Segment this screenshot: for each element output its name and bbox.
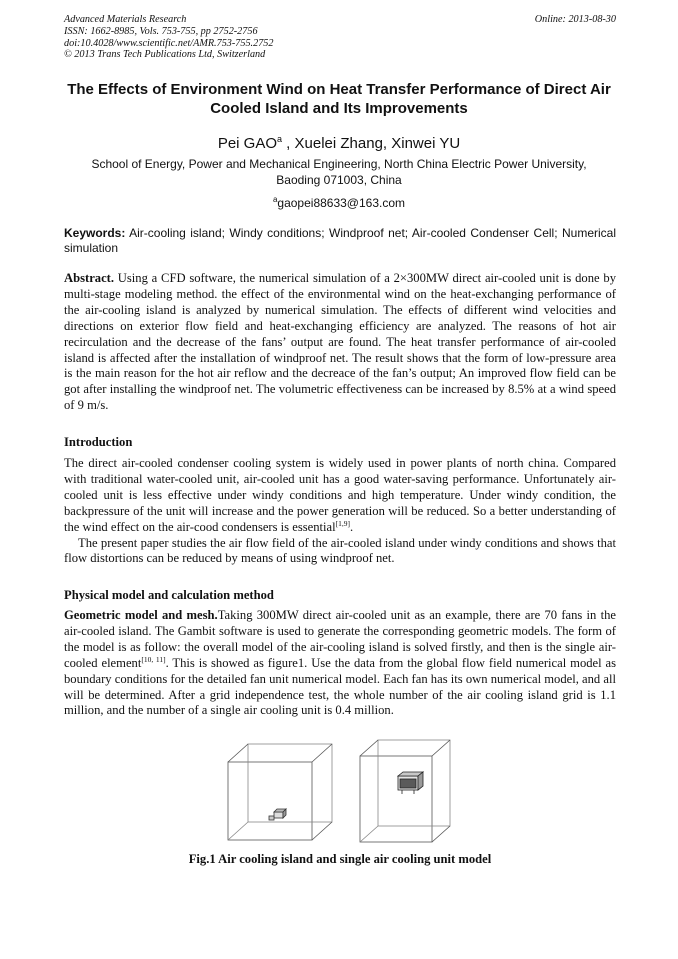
other-authors: , Xuelei Zhang, Xinwei YU xyxy=(282,135,461,152)
first-author: Pei GAO xyxy=(217,135,277,152)
journal-header xyxy=(64,14,616,61)
intro-p1-text: The direct air-cooled condenser cooling system is widely used in power plants of north china. Compared with traditional water-cooled unit, air-cooled unit has a good water-saving performance. Unfortunately air-cooled unit is less effective under windy conditions and high temperature. Under windy condition, the backpressure of the unit will increase and the power generation will be reduced. So a better understanding of the wind effect on the air-cood condensers is essential xyxy=(64,456,616,534)
figure-1-caption: Fig.1 Air cooling island and single air cooling unit model xyxy=(188,852,492,866)
paper-title: The Effects of Environment Wind on Heat Transfer Performance of Direct Air Cooled Island and Its Improvements xyxy=(67,81,611,117)
journal-name: Advanced Materials Research xyxy=(64,14,187,25)
cooling-unit-icon xyxy=(398,772,423,794)
affiliation: School of Energy, Power and Mechanical Engineering, North China Electric Power University, Baoding 071003, China xyxy=(91,157,587,187)
doi-line: doi:10.4028/www.scientific.net/AMR.753-755.2752 xyxy=(64,37,274,49)
abstract-text: Using a CFD software, the numerical simulation of a 2×300MW direct air-cooled unit is done by multi-stage modeling method. the effect of the environmental wind on the heat-exchanging performance of the air-cooling island is analyzed by numerical simulation. The effects of different wind velocities and directions on exterior flow field and heat-exchanging efficiency are analyzed. The reasons of hot air recirculation and the decrease of the fans’ output are found. The heat transfer performance of air-cooled island is affected after the installation of windproof net. The result shows that the form of low-pressure area is the main reason for the hot air reflow and the decreace of the fan’s output; An improved flow field can be got after installing the windproof net. The volumetric effectiveness can be increased by 8.5% at a wind speed of 9 m/s. xyxy=(64,271,616,413)
abstract xyxy=(64,271,616,414)
geometric-model-subheading: Geometric model and mesh. xyxy=(64,608,218,622)
online-date: Online: 2013-08-30 xyxy=(534,14,616,25)
figure-1-models xyxy=(222,736,472,844)
introduction-paragraph-2: The present paper studies the air flow field of the air-cooled island under windy conditions and shows that flow distortions can be reduced by means of using windproof net. xyxy=(64,535,616,566)
issn-line: ISSN: 1662-8985, Vols. 753-755, pp 2752-2756 xyxy=(64,25,258,37)
keywords xyxy=(64,226,616,257)
island-object-icon xyxy=(269,809,286,820)
introduction-paragraph-1 xyxy=(64,456,616,536)
first-author-affil-mark: a xyxy=(277,134,283,144)
email-affil-mark: a xyxy=(272,195,278,204)
intro-citation: [1,9] xyxy=(335,518,350,528)
author-list xyxy=(64,130,614,153)
physical-p1b: . This is showed as figure1. Use the data from the global flow field numerical model as boundary conditions for the detailed fan unit numerical model. Each fan has its own numerical model, and all will be determined. After a grid independence test, the whole number of the air cooling island grid is 1.1 million, and the number of a single air cooling unit is 0.4 million. xyxy=(64,655,617,718)
physical-citation: [10, 11] xyxy=(141,654,166,664)
author-email xyxy=(64,192,614,211)
keywords-text: Air-cooling island; Windy conditions; Windproof net; Air-cooled Condenser Cell; Numerical simulation xyxy=(64,226,616,256)
keywords-label: Keywords: xyxy=(64,226,126,240)
email-address[interactable]: gaopei88633@163.com xyxy=(277,196,406,210)
intro-p1-end: . xyxy=(349,519,354,534)
air-cooling-island-model xyxy=(228,744,332,840)
introduction-body xyxy=(64,456,616,567)
physical-p1a: Taking 300MW direct air-cooled unit as an example, there are 70 fans in the air-cooled island. The Gambit software is used to generate the corresponding geometric models. The form of the model is as follow: the overall model of the air-cooling island is solved firstly, and then is the single air-cooled element xyxy=(64,608,616,670)
single-cooling-unit-model xyxy=(360,740,450,842)
abstract-label: Abstract. xyxy=(64,271,115,285)
copyright-line: © 2013 Trans Tech Publications Ltd, Switzerland xyxy=(64,49,266,61)
physical-model-body xyxy=(64,608,616,719)
introduction-heading: Introduction xyxy=(64,435,133,449)
physical-model-heading: Physical model and calculation method xyxy=(64,588,274,602)
